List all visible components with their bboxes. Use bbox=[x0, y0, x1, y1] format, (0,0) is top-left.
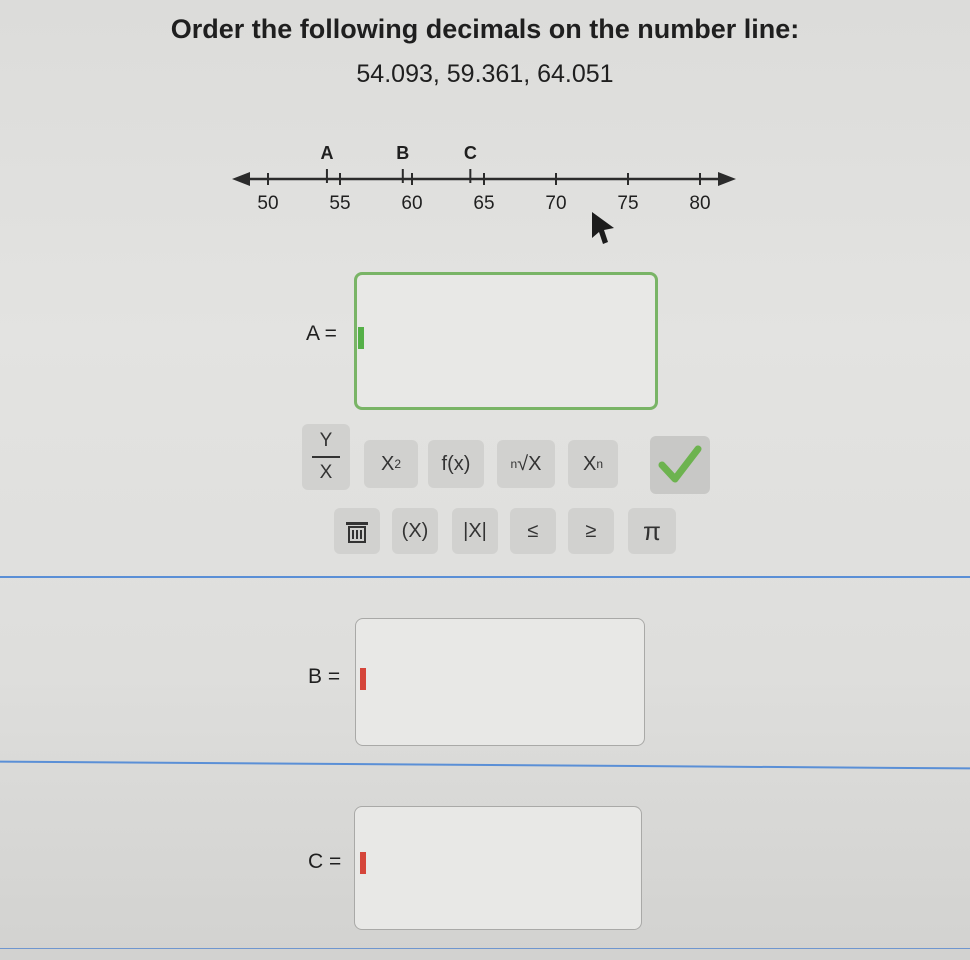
subscript-base-label: X bbox=[582, 452, 597, 475]
point-label: C bbox=[463, 143, 477, 163]
subscript-index-label: n bbox=[596, 457, 604, 471]
root-index-label: n bbox=[510, 457, 518, 471]
decimal-list: 54.093, 59.361, 64.051 bbox=[356, 60, 614, 88]
tick-label: 75 bbox=[617, 193, 639, 214]
parentheses-button[interactable]: (X) bbox=[392, 508, 438, 554]
answer-c-label: C = bbox=[308, 850, 342, 873]
right-arrow-icon bbox=[718, 172, 736, 186]
check-icon bbox=[658, 445, 702, 485]
root-base-label: √X bbox=[517, 452, 542, 475]
fraction-top-label: Y bbox=[319, 430, 333, 451]
square-exponent-label: 2 bbox=[394, 457, 402, 471]
question-prompt: Order the following decimals on the number line: bbox=[170, 14, 800, 44]
answer-a-label: A = bbox=[306, 322, 337, 345]
answer-c-input[interactable] bbox=[354, 806, 642, 930]
fraction-button[interactable] bbox=[302, 424, 350, 490]
answer-a-input[interactable] bbox=[354, 272, 658, 410]
section-divider bbox=[0, 948, 970, 949]
greater-equal-button[interactable]: ≥ bbox=[568, 508, 614, 554]
tick-label: 70 bbox=[545, 193, 567, 214]
check-button[interactable] bbox=[650, 436, 710, 494]
tick-label: 65 bbox=[473, 193, 495, 214]
trash-button[interactable] bbox=[334, 508, 380, 554]
answer-a-caret bbox=[358, 327, 364, 349]
tick-label: 80 bbox=[689, 193, 711, 214]
section-divider bbox=[0, 761, 970, 770]
point-label: B bbox=[396, 143, 410, 163]
fraction-bottom-label: X bbox=[319, 462, 333, 483]
answer-b-input[interactable] bbox=[355, 618, 645, 746]
nth-root-button[interactable] bbox=[497, 440, 555, 488]
tick-label: 60 bbox=[401, 193, 423, 214]
subscript-button[interactable] bbox=[568, 440, 618, 488]
mouse-cursor-icon bbox=[590, 210, 616, 246]
trash-icon bbox=[343, 517, 371, 545]
tick-label: 55 bbox=[329, 193, 351, 214]
tick-label: 50 bbox=[257, 193, 279, 214]
less-equal-button[interactable]: ≤ bbox=[510, 508, 556, 554]
point-label: A bbox=[320, 143, 334, 163]
number-line bbox=[230, 135, 750, 225]
answer-c-caret bbox=[360, 852, 366, 874]
answer-b-label: B = bbox=[308, 665, 341, 688]
absolute-value-button[interactable]: |X| bbox=[452, 508, 498, 554]
square-base-label: X bbox=[380, 452, 395, 475]
section-divider bbox=[0, 576, 970, 578]
answer-b-caret bbox=[360, 668, 366, 690]
function-button[interactable]: f(x) bbox=[428, 440, 484, 488]
square-button[interactable] bbox=[364, 440, 418, 488]
pi-button[interactable]: π bbox=[628, 508, 676, 554]
fraction-bar-icon bbox=[312, 456, 340, 458]
left-arrow-icon bbox=[232, 172, 250, 186]
